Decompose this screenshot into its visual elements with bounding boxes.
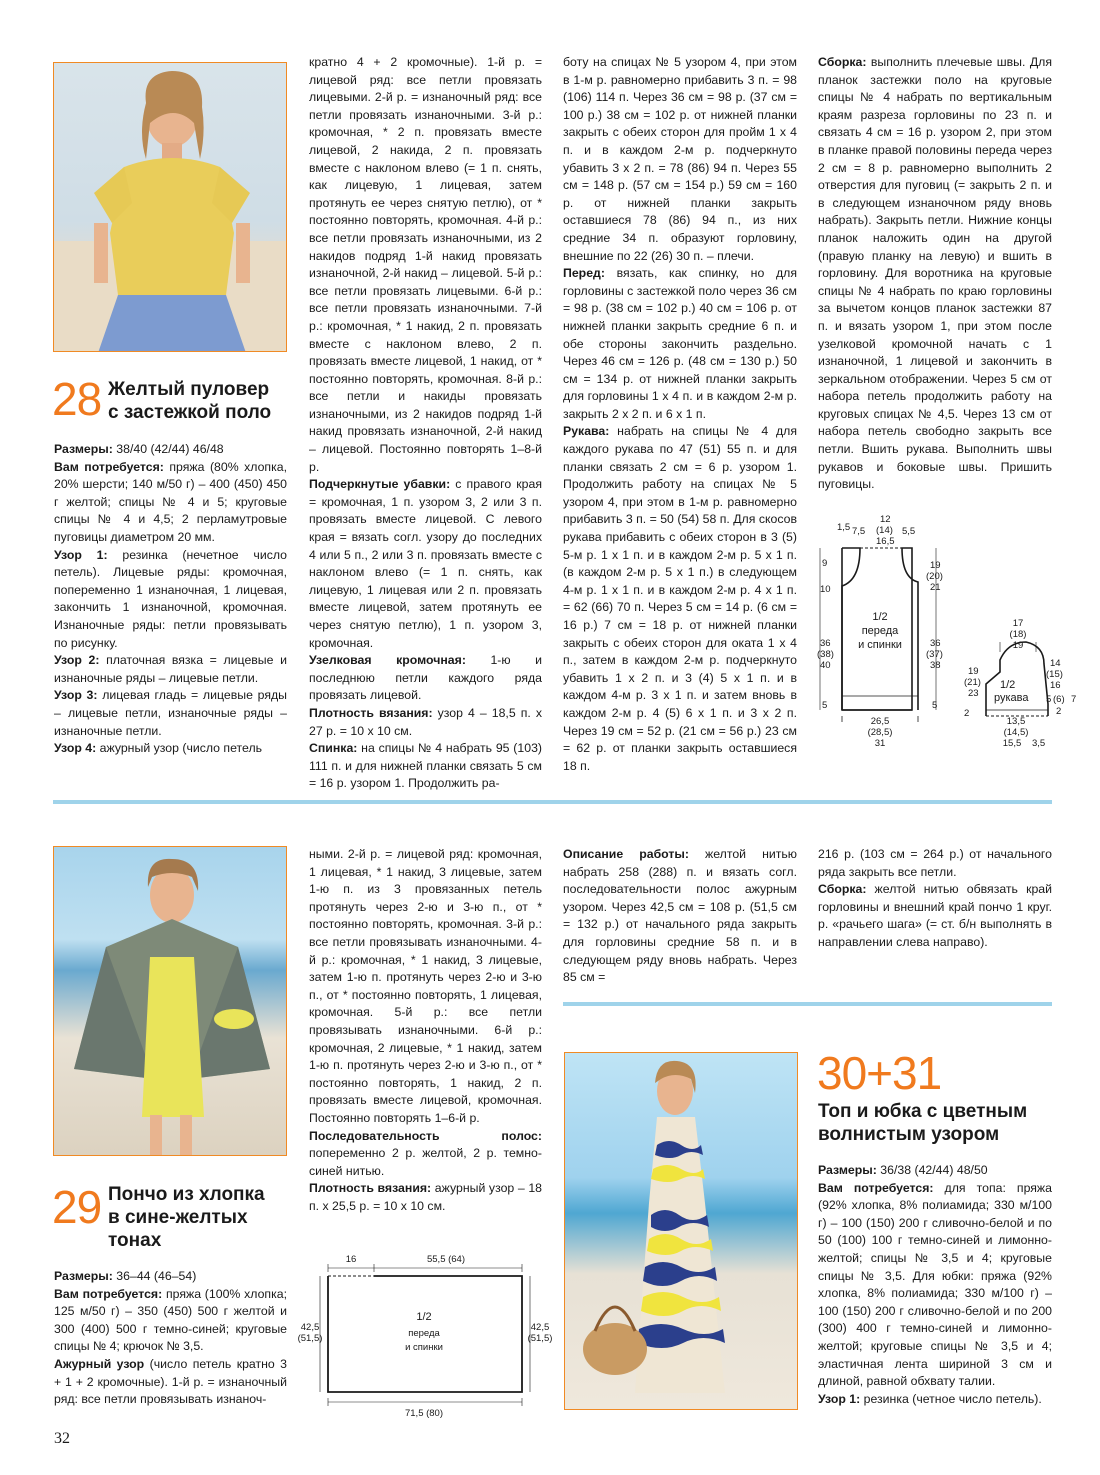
sleeve-right-4: 5	[1046, 694, 1052, 705]
m29-c2-p2: Плотность вязания: ажурный узор – 18 п. x 25,5 р. = 10 x 10 см.	[309, 1181, 543, 1213]
body-left-4: (38)	[817, 649, 834, 660]
poncho-center-2: переда	[408, 1328, 440, 1339]
body-top-5: 16,5	[876, 536, 895, 547]
model-29-schematic	[296, 1246, 558, 1422]
sleeve-bottom-1: 13,5	[1006, 716, 1026, 727]
model-29-number: 29	[52, 1181, 102, 1233]
photo-poncho	[53, 846, 287, 1156]
photo-poncho-illustration	[54, 847, 287, 1156]
sleeve-top-1: 17	[1012, 618, 1024, 629]
photo-yellow-pullover-illustration	[54, 63, 287, 352]
model-28-number: 28	[52, 373, 102, 425]
poncho-left-2: (51,5)	[297, 1333, 323, 1344]
body-top-3: 12	[880, 514, 891, 525]
m28-c2-p4: Спинка: на спицы № 4 набрать 95 (103) 111 п. и для нижней планки связать 5 см = 16 р. узором 1. Продолжить ра-	[309, 741, 542, 791]
body-right-6: 38	[930, 660, 941, 671]
poncho-center-1: 1/2	[416, 1311, 432, 1323]
m29-c4-p1: Сборка: желтой нитью обвязать край горловины и внешний край пончо 1 круг. р. «рачьего шага» (= ст. б/н выполнять в направлении слева направо).	[818, 882, 1052, 949]
m28-c1-p4: Узор 3: лицевая гладь = лицевые ряды – лицевые петли, изнаночные ряды – изнаночные петли.	[54, 688, 287, 738]
sleeve-left-2: (21)	[964, 677, 981, 688]
sleeve-center-2: рукава	[994, 692, 1029, 704]
m28-c1-p2: Узор 1: резинка (нечетное число петель). Лицевые ряды: кромочная, попеременно 1 изнаночная, 1 лицевая, закончить 1 изнаночной, кромочная. Изнаночные ряды: петли провязывать по рисунку.	[54, 547, 287, 650]
body-top-6: 5,5	[902, 526, 916, 537]
poncho-top-right: 55,5 (64)	[426, 1254, 466, 1265]
sleeve-right-2: (15)	[1046, 669, 1063, 680]
m28-c3-p2: Рукава: набрать на спицы № 4 для каждого рукава по 47 (51) 55 п. и для планки связать 2 см = 6 р. узором 1. Продолжить работу на спицах № 5 узором 4, при этом в 1-м р. равномерно прибавить 3 п. = 50 (54) 58 п. Для скосов рукава прибавить с обеих сторон в 3 (5) 5-м р. 1 x 1 п. и в каждом 2-м р. 5 x 1 п. (в каждом 2-м р. 5 x 1 п.) в следующем 4-м р. 1 x 1 п. и в каждом 2-м р. 4 x 1 п. = 62 (66) 70 п. Через 5 см = 14 р. (6 см = 16 р.) 7 см = 18 р. от нижней планки закрыть с обеих сторон для оката 1 x 4 п., затем в каждом 2-м р. подчеркнуто убавить 1 x 2 п. и 3 (4) 5 x 1 п. и в каждом 4-м р. 3 x 1 п. и затем вновь в каждом 2-м р. 4 (5) 6 x 1 п. и 3 x 2 п. Через 19 см = 52 р. (21 см = 56 р.) 23 см = 62 р. от планки закрыть оставшиеся 18 п.	[563, 424, 797, 773]
m28-c1-p3: Узор 2: платочная вязка = лицевые и изнаночные ряды – лицевые петли.	[54, 653, 287, 685]
photo-yellow-pullover	[53, 62, 287, 352]
model-29-title	[108, 1183, 265, 1252]
m3031-p1: Вам потребуется: для топа: пряжа (92% хлопка, 8% полиамида; 330 м/100 г) – 100 (150) 200 г сливочно-белой и по 50 (100) 100 г темно-синей и лимонно-желтой; спицы № 3,5 и 4; круговые спицы № 3,5. Для юбки: пряжа (92% хлопка, 8% полиамида; 330 м/100 г) – 100 (150) 200 г сливочно-белой и по 200 (300) 400 г темно-синей и лимонно-желтой; круговые спицы № 3,5 и 4; эластичная лента шириной 3 см и длиной, равной обхвату талии.	[818, 1180, 1052, 1389]
body-left-5: 40	[820, 660, 831, 671]
m29-c4-p0: 216 р. (103 см = 264 р.) от начального ряда закрыть все петли.	[818, 847, 1052, 879]
body-left-2: 10	[820, 584, 831, 595]
poncho-center-3: и спинки	[405, 1342, 443, 1353]
body-center-2: переда	[861, 625, 899, 637]
section-divider-right	[563, 1002, 1052, 1006]
sleeve-right-6: 7	[1071, 694, 1077, 705]
body-center-3: и спинки	[858, 639, 902, 651]
sleeve-left-3: 23	[968, 688, 979, 699]
poncho-right-2: (51,5)	[527, 1333, 553, 1344]
body-right-1: 19	[930, 560, 941, 571]
sleeve-right-7: 2	[1056, 706, 1062, 717]
poncho-left-1: 42,5	[300, 1322, 320, 1333]
poncho-right-1: 42,5	[530, 1322, 550, 1333]
body-bottom-2: (28,5)	[867, 727, 893, 738]
body-right-7: 5	[932, 700, 938, 711]
photo-top-and-skirt	[564, 1052, 798, 1410]
model-28-title-line2: с застежкой поло	[108, 402, 272, 423]
model-29-title-line3: тонах	[108, 1230, 162, 1251]
m28-c3-p1: Перед: вязать, как спинку, но для горловины с застежкой поло через 36 см = 98 р. (38 см = 102 р.) 40 см = 106 р. от нижней планки закрыть средние 6 п. и обе стороны закончить раздельно. Через 46 см = 126 р. (48 см = 130 р.) 50 см = 134 р. от нижней планки закрыть для горловины 1 x 4 п. и в каждом 2-м р. закрыть 2 x 2 п. и 6 x 1 п.	[563, 266, 797, 421]
model-29-column-3	[563, 846, 797, 987]
model-30-31-title	[818, 1100, 1027, 1146]
body-top-1: 1,5	[837, 522, 851, 533]
sleeve-right-1: 14	[1050, 658, 1061, 669]
body-right-2: (20)	[926, 571, 943, 582]
sleeve-right-5: (6)	[1053, 694, 1065, 705]
m29-c1-p2: Ажурный узор (число петель кратно 3 + 1 + 2 кромочные). 1-й р. = изнаночный ряд: все петли провязывать изнаноч-	[54, 1356, 287, 1407]
body-right-5: (37)	[926, 649, 943, 660]
sleeve-bottom-2: (14,5)	[1003, 727, 1029, 738]
model-28-column-4	[818, 54, 1052, 494]
m3031-p0: Размеры: 36/38 (42/44) 48/50	[818, 1163, 988, 1177]
m28-c2-p1: Подчеркнутые убавки: с правого края = кромочная, 1 п. узором 3, 2 или 3 п. провязать вместе лицевой. С левого края = вязать согл. узору до последних 4 или 5 п., 2 или 3 п. провязать вместе с наклоном влево (= 1 п. снять, как лицевую, 1 лицевая или 2 п. провязать вместе лицевой, затем протянуть ее через снятую петлю), 1 п. узором 3, кромочная.	[309, 477, 542, 650]
model-28-column-1	[54, 441, 287, 758]
body-left-1: 9	[822, 558, 828, 569]
model-30-31-title-line2: волнистым узором	[818, 1124, 1000, 1145]
body-right-3: 21	[930, 582, 941, 593]
sleeve-left-4: 2	[964, 708, 970, 719]
model-28-sleeve-schematic	[960, 612, 1080, 752]
m28-c1-p0: Размеры: 38/40 (42/44) 46/48	[54, 442, 224, 456]
sleeve-center-1: 1/2	[1000, 679, 1016, 691]
photo-top-and-skirt-illustration	[565, 1053, 798, 1410]
body-right-4: 36	[930, 638, 941, 649]
sleeve-bottom-3: 15,5	[1002, 738, 1022, 749]
m29-c2-p0: ными. 2-й р. = лицевой ряд: кромочная, 1 лицевая, * 1 накид, 3 лицевые, затем 1-ю п. из 3 провязанных петель протянуть через 2-ю и 3-ю п., от * постоянно повторять, кромочная. 3-й р.: все петли провязывать изнаночными. 4-й р.: кромочная, * 1 накид, 3 лицевые, затем 1-ю п. протянуть через 2-ю и 3-ю п., от * постоянно повторять, 1 лицевая, кромочная. 5-й р.: все петли провязывать изнаночными. 6-й р.: кромочная, 2 лицевые, * 1 накид, затем 1-ю п. протянуть через 2-ю и 3-ю п., от * постоянно повторять, 1 накид, 2 п. провязать вместе лицевой, кромочная. Постоянно повторять 1–6-й р.	[309, 847, 542, 1125]
body-left-6: 5	[822, 700, 828, 711]
model-28-column-3	[563, 54, 797, 775]
m28-c1-p1: Вам потребуется: пряжа (80% хлопка, 20% шерсти; 140 м/50 г) – 400 (450) 450 г желтой; спицы № 4 и 5; круговые спицы № 4 и 4,5; 2 перламутровые пуговицы диаметром 20 мм.	[54, 459, 287, 544]
m28-c1-p5: Узор 4: ажурный узор (число петель	[54, 741, 263, 756]
poncho-top-left: 16	[345, 1254, 357, 1265]
model-28-column-2	[309, 54, 542, 793]
m29-c1-p0: Размеры: 36–44 (46–54)	[54, 1269, 197, 1283]
section-divider-top	[53, 800, 1052, 804]
body-left-3: 36	[820, 638, 831, 649]
model-29-title-line1: Пончо из хлопка	[108, 1184, 265, 1205]
model-29-column-4	[818, 846, 1052, 952]
model-30-31-column	[818, 1162, 1052, 1408]
m28-c2-p3: Плотность вязания: узор 4 – 18,5 п. x 27 р. = 10 x 10 см.	[309, 705, 542, 738]
model-28-body-schematic	[812, 510, 952, 750]
m28-c2-p0: кратно 4 + 2 кромочные). 1-й р. = лицевой ряд: все петли провязать лицевыми. 2-й р. = изнаночный ряд: все петли провязать изнаночными. 3-й р.: кромочная, * 2 п. провязать вместе лицевой, 2 накида, 2 п. провязать вместе с наклоном влево (= 1 п. снять, как лицевую, 1 лицевая, затем протянуть ее через снятую петлю), от * постоянно повторять, кромочная. 4-й р.: все петли провязать изнаночными, из 2 накидов подряд 1-й накид провязать изнаночной, 2-й накид – лицевой. 5-й р.: все петли провязать лицевыми. 6-й р.: все петли провязать изнаночными. 7-й р.: кромочная, * 1 накид, 2 п. провязать вместе с наклоном влево, 2 п. провязать вместе лицевой, 1 накид, от * постоянно повторять, кромочная. 8-й р.: все петли и накиды провязать изнаночными, из 2 накидов подряд 1-й накид провязать изнаночной, 2-й накид – лицевой. Постоянно повторять 1–8-й р.	[309, 55, 542, 474]
m28-c3-p0: боту на спицах № 5 узором 4, при этом в 1-м р. равномерно прибавить 3 п. = 98 (106) 114 п. Через 36 см = 98 р. (37 см = 100 р.) 38 см = 102 р. от нижней планки закрыть с обеих сторон для пройм 1 x 4 п. и в каждом 2-м р. подчеркнуто убавить 3 x 2 п. = 78 (86) 94 п. Через 55 см = 148 р. (57 см = 154 р.) 59 см = 160 р. от нижней планки закрыть оставшиеся 78 (86) 94 п., из них средние 34 п. образуют горловину, внешние по 22 (26) 30 п. – плечи.	[563, 55, 797, 263]
model-28-title-line1: Желтый пуловер	[108, 379, 270, 400]
m29-c2-p1: Последовательность полос: попеременно 2 р. желтой, 2 р. темно-синей нитью.	[309, 1128, 542, 1178]
model-29-column-1	[54, 1268, 287, 1409]
sleeve-top-3: 19	[1012, 640, 1024, 651]
sleeve-left-1: 19	[968, 666, 979, 677]
m29-c3-p0: Описание работы: желтой нитью набрать 258 (288) п. и вязать согл. последовательности полос ажурным узором. Через 42,5 см = 108 р. (51,5 см = 132 р.) от начального ряда закрыть для горловины средние 58 п. и в следующем ряду вновь набрать. Через 85 см =	[563, 847, 797, 985]
sleeve-right-3: 16	[1050, 680, 1061, 691]
model-29-column-2	[309, 846, 542, 1215]
m28-c2-p2: Узелковая кромочная: 1-ю и последнюю петли каждого ряда провязать лицевой.	[309, 653, 542, 703]
body-center-1: 1/2	[872, 611, 888, 623]
body-top-2: 7,5	[852, 526, 866, 537]
model-28-title	[108, 378, 271, 424]
m3031-p2: Узор 1: резинка (четное число петель).	[818, 1391, 1042, 1406]
model-30-31-title-line1: Топ и юбка с цветным	[818, 1101, 1028, 1122]
body-bottom-3: 31	[874, 738, 886, 749]
model-29-title-line2: в сине-желтых	[108, 1207, 248, 1228]
page-number: 32	[54, 1430, 70, 1447]
body-bottom-1: 26,5	[870, 716, 890, 727]
model-30-31-number: 30+31	[817, 1047, 942, 1099]
m29-c1-p1: Вам потребуется: пряжа (100% хлопка; 125 м/50 г) – 350 (450) 500 г желтой и 300 (400) 500 г темно-синей; круговые спицы № 4; крючок № 3,5.	[54, 1286, 287, 1354]
poncho-bottom: 71,5 (80)	[404, 1408, 444, 1419]
sleeve-bottom-4: 3,5	[1032, 738, 1046, 749]
body-top-4: (14)	[876, 525, 893, 536]
m28-c4-p0: Сборка: выполнить плечевые швы. Для планок застежки поло на круговые спицы № 4 набрать по вертикальным краям разреза горловины по 23 п. и связать 4 см = 16 р. узором 2, при этом в планке правой половины переда через 2 см = 8 р. равномерно выполнить 2 отверстия для пуговиц (= закрыть 2 п. и в следующем изнаночном ряду вновь набрать). Закрыть петли. Нижние концы планок наложить один на другой (правую планку на левую) и вшить в горловину. Для воротника на круговые спицы № 4 набрать по краю горловины за вычетом концов планок застежки 87 п. и вязать узором 1, при этом после узелковой кромочной начать с 1 изнаночной, 1 лицевой и закончить в зеркальном отображении. Через 5 см от набора петель продолжить работу на круговых спицах № 4,5. Через 13 см от набора петель свободно закрыть все петли. Вшить рукава. Выполнить швы рукавов и боковые швы. Пришить пуговицы.	[818, 55, 1052, 492]
sleeve-top-2: (18)	[1009, 629, 1027, 640]
